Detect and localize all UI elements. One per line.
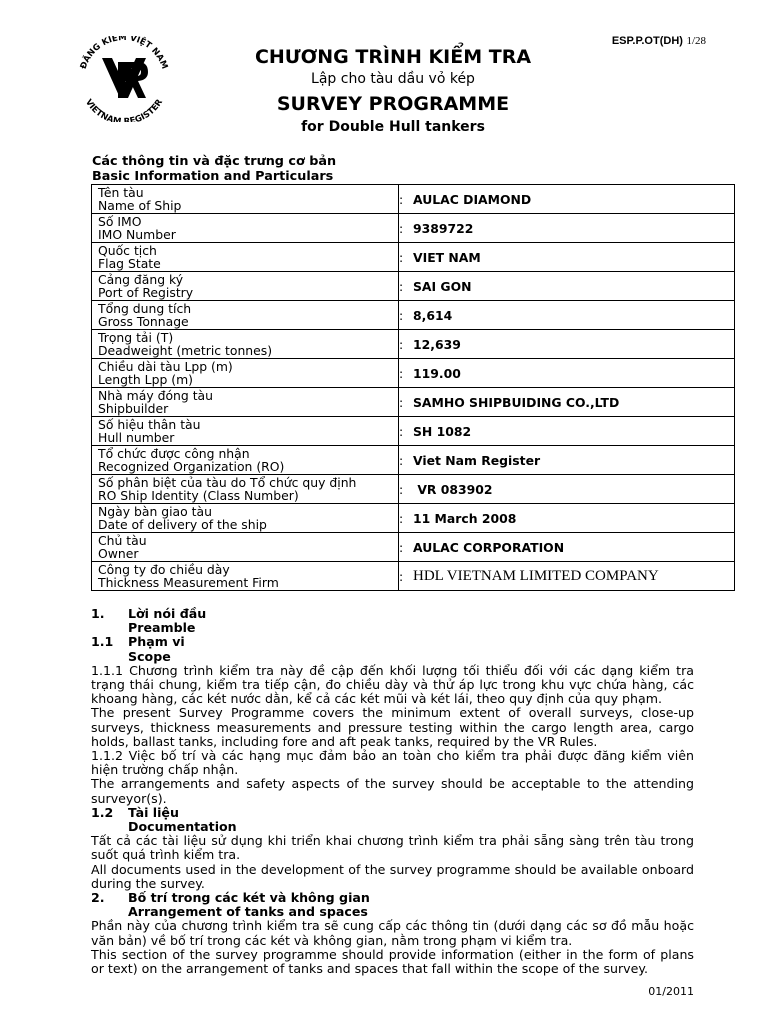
- particulars-table: [91, 184, 735, 591]
- table-row: Cảng đăng ký Port of Registry : SAI GON: [92, 272, 735, 301]
- table-row: Số phân biệt của tàu do Tổ chức quy định RO Ship Identity (Class Number) : VR 083902: [92, 475, 735, 504]
- table-row: Ngày bàn giao tàu Date of delivery of the ship : 11 March 2008: [92, 504, 735, 533]
- title-block: [190, 44, 596, 135]
- vietnam-register-logo: [66, 36, 182, 122]
- table-row: Số IMO IMO Number : 9389722: [92, 214, 735, 243]
- section-1-1-heading: 1.1 Phạm vi: [91, 634, 185, 650]
- paragraph: 1.1.1 Chương trình kiểm tra này đề cập đến khối lượng tối thiểu đối với các dạng kiểm tra trạng thái chung, kiểm tra tiếp cận, đo chiều dày và thử áp lực trong khu vực chứa hàng, các khoang hàng, các két nước dằn, kể cả các két mũi và két lái, theo quy định của quy phạm.: [91, 662, 694, 707]
- document-code: ESP.P.OT(DH) 1/28: [611, 35, 706, 47]
- subtitle-en: for Double Hull tankers: [301, 119, 485, 135]
- vr-monogram-icon: [102, 58, 148, 98]
- table-row: Số hiệu thân tàu Hull number : SH 1082: [92, 417, 735, 446]
- paragraph: The arrangements and safety aspects of the survey should be acceptable to the attending surveyor(s).: [91, 776, 694, 806]
- table-row: Chiều dài tàu Lpp (m) Length Lpp (m) : 119.00: [92, 359, 735, 388]
- body-text: 1. Lời nói đầu Preamble 1.1 Phạm vi Scope 1.1.1 Chương trình kiểm tra này đề cập đến khối lượng tối thiểu đối với các dạng kiểm tra trạng thái chung, kiểm tra tiếp cận, đo chiều dày và thử áp lực trong khu vực chứa hàng, các khoang hàng, các két nước dằn, kể cả các két mũi và két lái, theo quy định của quy phạm. The present Survey Programme covers the minimum extent of overall surveys, close-up surveys, thickness measurements and pressure testing within the cargo length area, cargo holds, ballast tanks, including fore and aft peak tanks, required by the VR Rules. 1.1.2 Việc bố trí và các hạng mục đảm bảo an toàn cho kiểm tra phải được đăng kiểm viên hiện trường chấp nhận. The arrangements and safety aspects of the survey should be acceptable to the attending surveyor(s). 1.2 Tài liệu Documentation Tất cả các tài liệu sử dụng khi triển khai chương trình kiểm tra phải sẵng sàng trên tàu trong suốt quá trình kiểm tra. All documents used in the development of the survey programme should be available onboard during the survey. 2. Bố trí trong các két và không gian Arrangement of tanks and spaces Phần này của chương trình kiểm tra sẽ cung cấp các thông tin (dưới dạng các sơ đồ mẫu hoặc văn bản) về bố trí trong các két và không gian, nằm trong phạm vi kiểm tra. This section of the survey programme should provide information (either in the form of plans or text) on the arrangement of tanks and spaces that fall within the scope of the survey.: [91, 606, 694, 977]
- title-en: SURVEY PROGRAMME: [276, 93, 510, 115]
- basic-info-heading: Các thông tin và đặc trưng cơ bản Basic Information and Particulars: [92, 154, 337, 184]
- paragraph: All documents used in the development of the survey programme should be available onboard during the survey.: [91, 861, 694, 891]
- footer-date: 01/2011: [648, 985, 694, 998]
- table-row: Quốc tịch Flag State : VIET NAM: [92, 243, 735, 272]
- section-1-2-heading: 1.2 Tài liệu: [91, 804, 179, 820]
- svg-text:ĐĂNG KIỂM VIỆT NAM: ĐĂNG KIỂM VIỆT NAM: [78, 36, 170, 71]
- table-row: Nhà máy đóng tàu Shipbuilder : SAMHO SHIPBUIDING CO.,LTD: [92, 388, 735, 417]
- paragraph: Phần này của chương trình kiểm tra sẽ cung cấp các thông tin (dưới dạng các sơ đồ mẫu hoặc văn bản) về bố trí trong các két và không gian, nằm trong phạm vi kiểm tra.: [91, 918, 694, 948]
- svg-text:VIETNAM REGISTER: VIETNAM REGISTER: [82, 97, 166, 122]
- table-row: Tên tàu Name of Ship : AULAC DIAMOND: [92, 185, 735, 214]
- paragraph: This section of the survey programme should provide information (either in the form of plans or text) on the arrangement of tanks and spaces that fall within the scope of the survey.: [91, 946, 694, 977]
- subtitle-vi: Lập cho tàu dầu vỏ kép: [311, 71, 475, 87]
- table-row: Trọng tải (T) Deadweight (metric tonnes) : 12,639: [92, 330, 735, 359]
- table-row: Chủ tàu Owner : AULAC CORPORATION: [92, 533, 735, 562]
- paragraph: 1.1.2 Việc bố trí và các hạng mục đảm bảo an toàn cho kiểm tra phải được đăng kiểm viên hiện trường chấp nhận.: [91, 748, 694, 778]
- paragraph: Tất cả các tài liệu sử dụng khi triển khai chương trình kiểm tra phải sẵng sàng trên tàu trong suốt quá trình kiểm tra.: [91, 833, 694, 863]
- table-row: Tổ chức được công nhận Recognized Organization (RO) : Viet Nam Register: [92, 446, 735, 475]
- paragraph: The present Survey Programme covers the minimum extent of overall surveys, close-up surveys, thickness measurements and pressure testing within the cargo length area, cargo holds, ballast tanks, including fore and aft peak tanks, required by the VR Rules.: [91, 705, 694, 749]
- title-vi: CHƯƠNG TRÌNH KIỂM TRA: [254, 46, 532, 68]
- section-2-heading: 2. Bố trí trong các két và không gian: [91, 890, 370, 906]
- section-1-heading: 1. Lời nói đầu: [91, 606, 207, 621]
- table-row: Tổng dung tích Gross Tonnage : 8,614: [92, 301, 735, 330]
- table-row: Công ty đo chiều dày Thickness Measurement Firm : HDL VIETNAM LIMITED COMPANY: [92, 562, 735, 591]
